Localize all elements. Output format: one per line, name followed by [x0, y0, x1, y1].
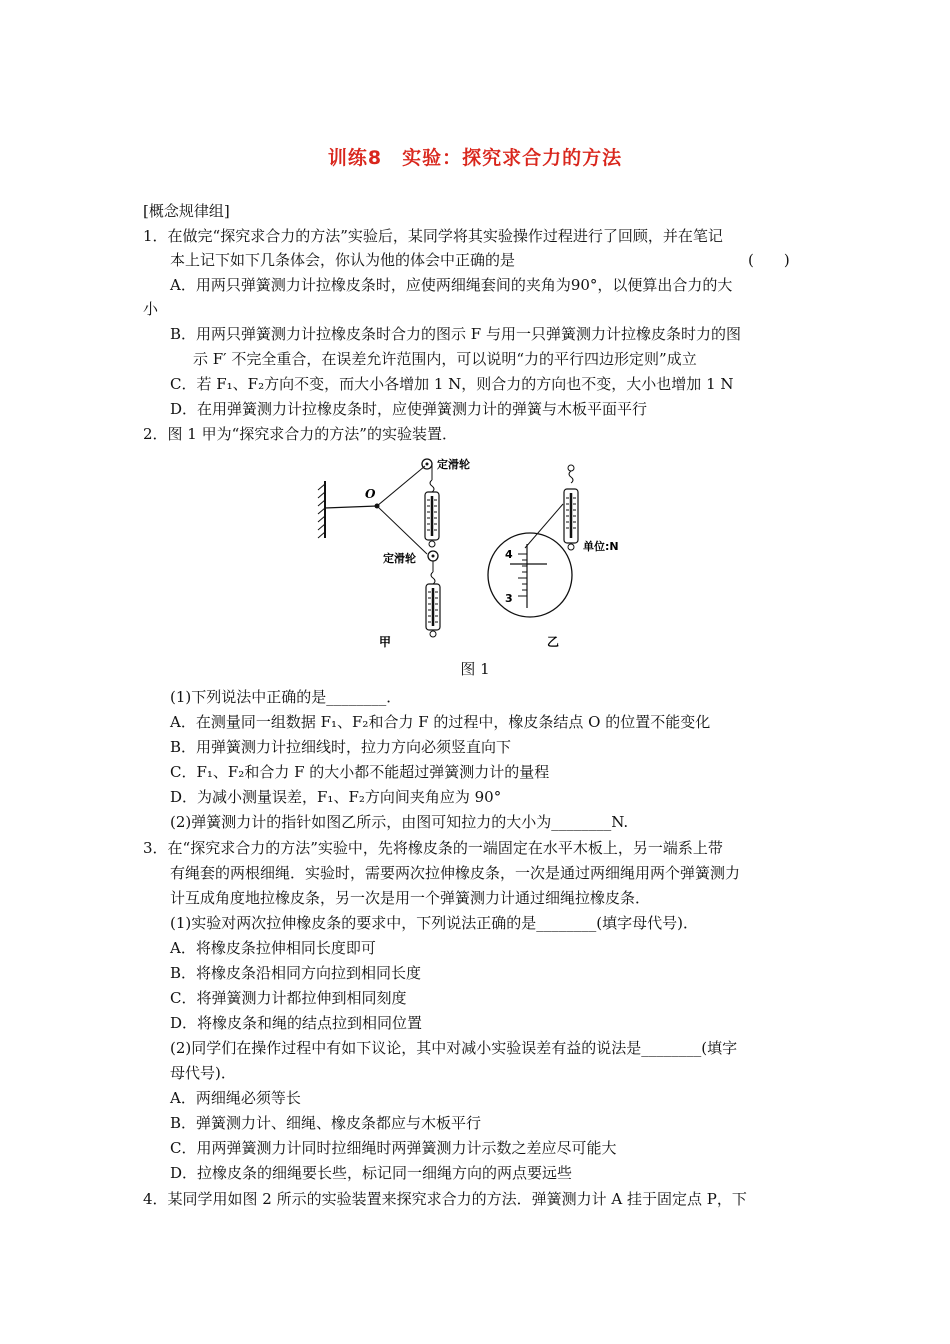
q1-stem-line2: 本上记下如下几条体会，你认为他的体会中正确的是	[170, 251, 516, 269]
string-upper	[377, 466, 425, 506]
q1-answer-paren: ( )	[748, 251, 790, 269]
q2-part1: (1)下列说法中正确的是________．	[170, 688, 402, 706]
string-lower	[377, 506, 427, 554]
spring-scale-bottom	[426, 572, 440, 637]
q3-stem-line2: 有绳套的两根细绳．实验时，需要两次拉伸橡皮条，一次是通过两细绳用两个弹簧测力	[170, 864, 741, 882]
q1-option-b: B．用两只弹簧测力计拉橡皮条时合力的图示 F 与用一只弹簧测力计拉橡皮条时力的图	[170, 325, 741, 343]
unit-label: 单位:N	[583, 540, 619, 553]
magnifier-connector	[525, 504, 563, 548]
section-label: [概念规律组]	[143, 202, 230, 220]
q3-part2-option-c: C．用两弹簧测力计同时拉细绳时两弹簧测力计示数之差应尽可能大	[170, 1139, 617, 1157]
q1-option-d: D．在用弹簧测力计拉橡皮条时，应使弹簧测力计的弹簧与木板平面平行	[170, 400, 648, 418]
q4-stem-line1: 4．某同学用如图 2 所示的实验装置来探究求合力的方法．弹簧测力计 A 挂于固定点 P，下	[143, 1190, 747, 1208]
q3-part2-option-d: D．拉橡皮条的细绳要长些，标记同一细绳方向的两点要远些	[170, 1164, 573, 1182]
q2-option-c: C．F₁、F₂和合力 F 的大小都不能超过弹簧测力计的量程	[170, 763, 550, 781]
q3-part2-option-a: A．两细绳必须等长	[170, 1089, 301, 1107]
q2-stem: 2．图 1 甲为“探究求合力的方法”的实验装置．	[143, 425, 457, 443]
q3-part1-option-d: D．将橡皮条和绳的结点拉到相同位置	[170, 1014, 423, 1032]
q1-option-b-cont: 示 F′ 不完全重合，在误差允许范围内，可以说明“力的平行四边形定则”成立	[193, 350, 697, 368]
q3-part1: (1)实验对两次拉伸橡皮条的要求中，下列说法正确的是________(填字母代号)．	[170, 914, 698, 932]
pulley-top-label: 定滑轮	[437, 458, 470, 471]
magnified-scale	[510, 544, 547, 608]
q3-stem-line3: 计互成角度地拉橡皮条，另一次是用一个弹簧测力计通过细绳拉橡皮条．	[170, 889, 651, 907]
label-jia: 甲	[379, 635, 392, 649]
knot-point	[375, 504, 380, 509]
point-o-label: O	[365, 487, 376, 501]
rubber-band	[325, 506, 377, 508]
q3-part2-option-b: B．弹簧测力计、细绳、橡皮条都应与木板平行	[170, 1114, 482, 1132]
q3-part2: (2)同学们在操作过程中有如下议论，其中对减小实验误差有益的说法是________(填字	[170, 1039, 738, 1057]
spring-scale-top	[425, 480, 439, 547]
q1-stem-line1: 1．在做完“探究求合力的方法”实验后，某同学将其实验操作过程进行了回顾，并在笔记	[143, 227, 723, 245]
q3-part2-cont: 母代号)．	[170, 1064, 236, 1082]
magnifier-circle	[488, 533, 572, 617]
q1-option-a: A．用两只弹簧测力计拉橡皮条时，应使两细绳套间的夹角为90°，以便算出合力的大	[170, 276, 733, 294]
q3-part1-option-b: B．将橡皮条沿相同方向拉到相同长度	[170, 964, 422, 982]
q1-option-a-cont: 小	[143, 300, 159, 318]
tick-4-label: 4	[505, 548, 513, 561]
page-title: 训练8 实验：探究求合力的方法	[327, 147, 623, 169]
label-yi: 乙	[547, 635, 560, 649]
q2-part2: (2)弹簧测力计的指针如图乙所示，由图可知拉力的大小为________N.	[170, 813, 629, 831]
figure-caption: 图 1	[460, 660, 490, 678]
q2-option-a: A．在测量同一组数据 F₁、F₂和合力 F 的过程中，橡皮条结点 O 的位置不能变化	[170, 713, 711, 731]
figure-1	[315, 448, 635, 653]
q2-option-b: B．用弹簧测力计拉细线时，拉力方向必须竖直向下	[170, 738, 512, 756]
pulley-bottom-label: 定滑轮	[383, 552, 416, 565]
tick-3-label: 3	[505, 592, 513, 605]
wall-illustration	[318, 481, 325, 538]
q1-option-c: C．若 F₁、F₂方向不变，而大小各增加 1 N，则合力的方向也不变，大小也增加 1 N	[170, 375, 734, 393]
spring-scale-yi	[564, 465, 578, 550]
q3-part1-option-c: C．将弹簧测力计都拉伸到相同刻度	[170, 989, 407, 1007]
q2-option-d: D．为减小测量误差，F₁、F₂方向间夹角应为 90°	[170, 788, 502, 806]
q3-part1-option-a: A．将橡皮条拉伸相同长度即可	[170, 939, 376, 957]
q3-stem-line1: 3．在“探究求合力的方法”实验中，先将橡皮条的一端固定在水平木板上，另一端系上带	[143, 839, 723, 857]
